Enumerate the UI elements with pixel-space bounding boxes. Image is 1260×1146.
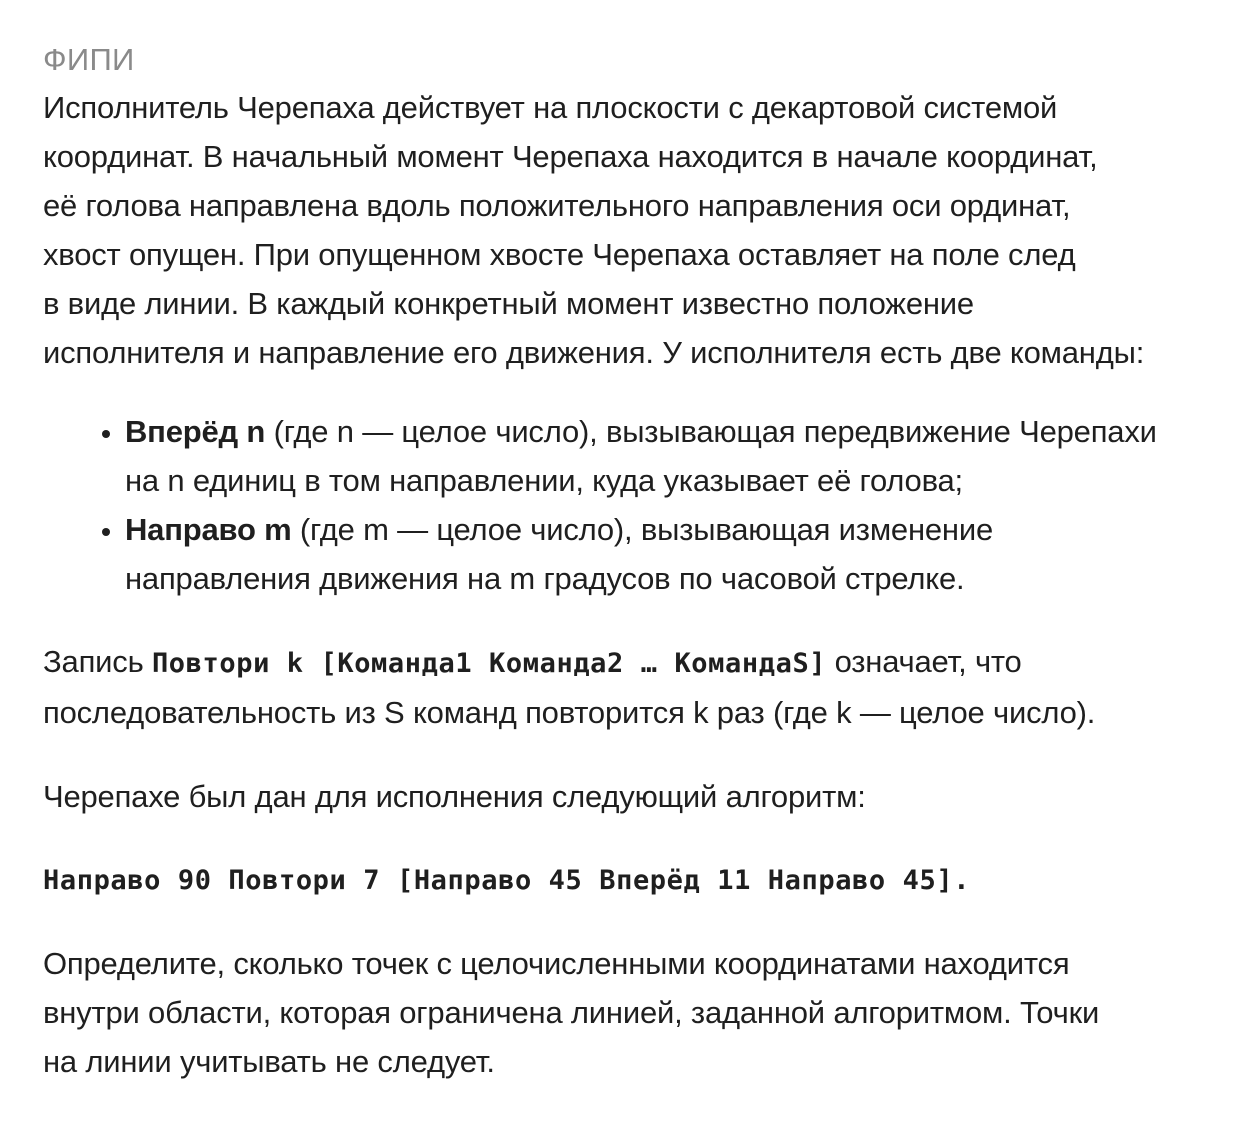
question-line: Определите, сколько точек с целочисленными координатами находится bbox=[43, 946, 1070, 981]
repeat-suffix: означает, что bbox=[826, 644, 1022, 679]
command-item-right bbox=[125, 505, 1243, 603]
question-paragraph bbox=[43, 939, 1243, 1086]
algorithm-code: Направо 90 Повтори 7 [Направо 45 Вперёд 11 Направо 45]. bbox=[43, 865, 971, 896]
intro-line: координат. В начальный момент Черепаха находится в начале координат, bbox=[43, 139, 1098, 174]
intro-paragraph bbox=[43, 83, 1243, 377]
command-description: (где m — целое число), вызывающая изменение bbox=[291, 512, 994, 547]
command-description: (где n — целое число), вызывающая передвижение Черепахи bbox=[265, 414, 1157, 449]
repeat-paragraph bbox=[43, 637, 1243, 737]
algorithm-intro: Черепахе был дан для исполнения следующий алгоритм: bbox=[43, 779, 866, 814]
intro-line: Исполнитель Черепаха действует на плоскости с декартовой системой bbox=[43, 90, 1058, 125]
question-line: на линии учитывать не следует. bbox=[43, 1044, 495, 1079]
question-line: внутри области, которая ограничена линией, заданной алгоритмом. Точки bbox=[43, 995, 1100, 1030]
intro-line: хвост опущен. При опущенном хвосте Черепаха оставляет на поле след bbox=[43, 237, 1076, 272]
command-list bbox=[43, 407, 1243, 603]
command-description: направления движения на m градусов по часовой стрелке. bbox=[125, 561, 965, 596]
intro-line: в виде линии. В каждый конкретный момент известно положение bbox=[43, 286, 974, 321]
intro-line: исполнителя и направление его движения. У исполнителя есть две команды: bbox=[43, 335, 1145, 370]
command-name: Направо m bbox=[125, 512, 292, 547]
command-item-forward bbox=[125, 407, 1243, 505]
command-description: на n единиц в том направлении, куда указывает её голова; bbox=[125, 463, 963, 498]
command-name: Вперёд n bbox=[125, 414, 266, 449]
task-card bbox=[43, 38, 1243, 1086]
intro-line: её голова направлена вдоль положительного направления оси ординат, bbox=[43, 188, 1071, 223]
source-label: ФИПИ bbox=[43, 42, 135, 77]
repeat-syntax-code: Повтори k [Команда1 Команда2 … КомандаS] bbox=[151, 648, 827, 679]
repeat-prefix: Запись bbox=[43, 644, 152, 679]
repeat-explanation: последовательность из S команд повторится k раз (где k — целое число). bbox=[43, 695, 1096, 730]
